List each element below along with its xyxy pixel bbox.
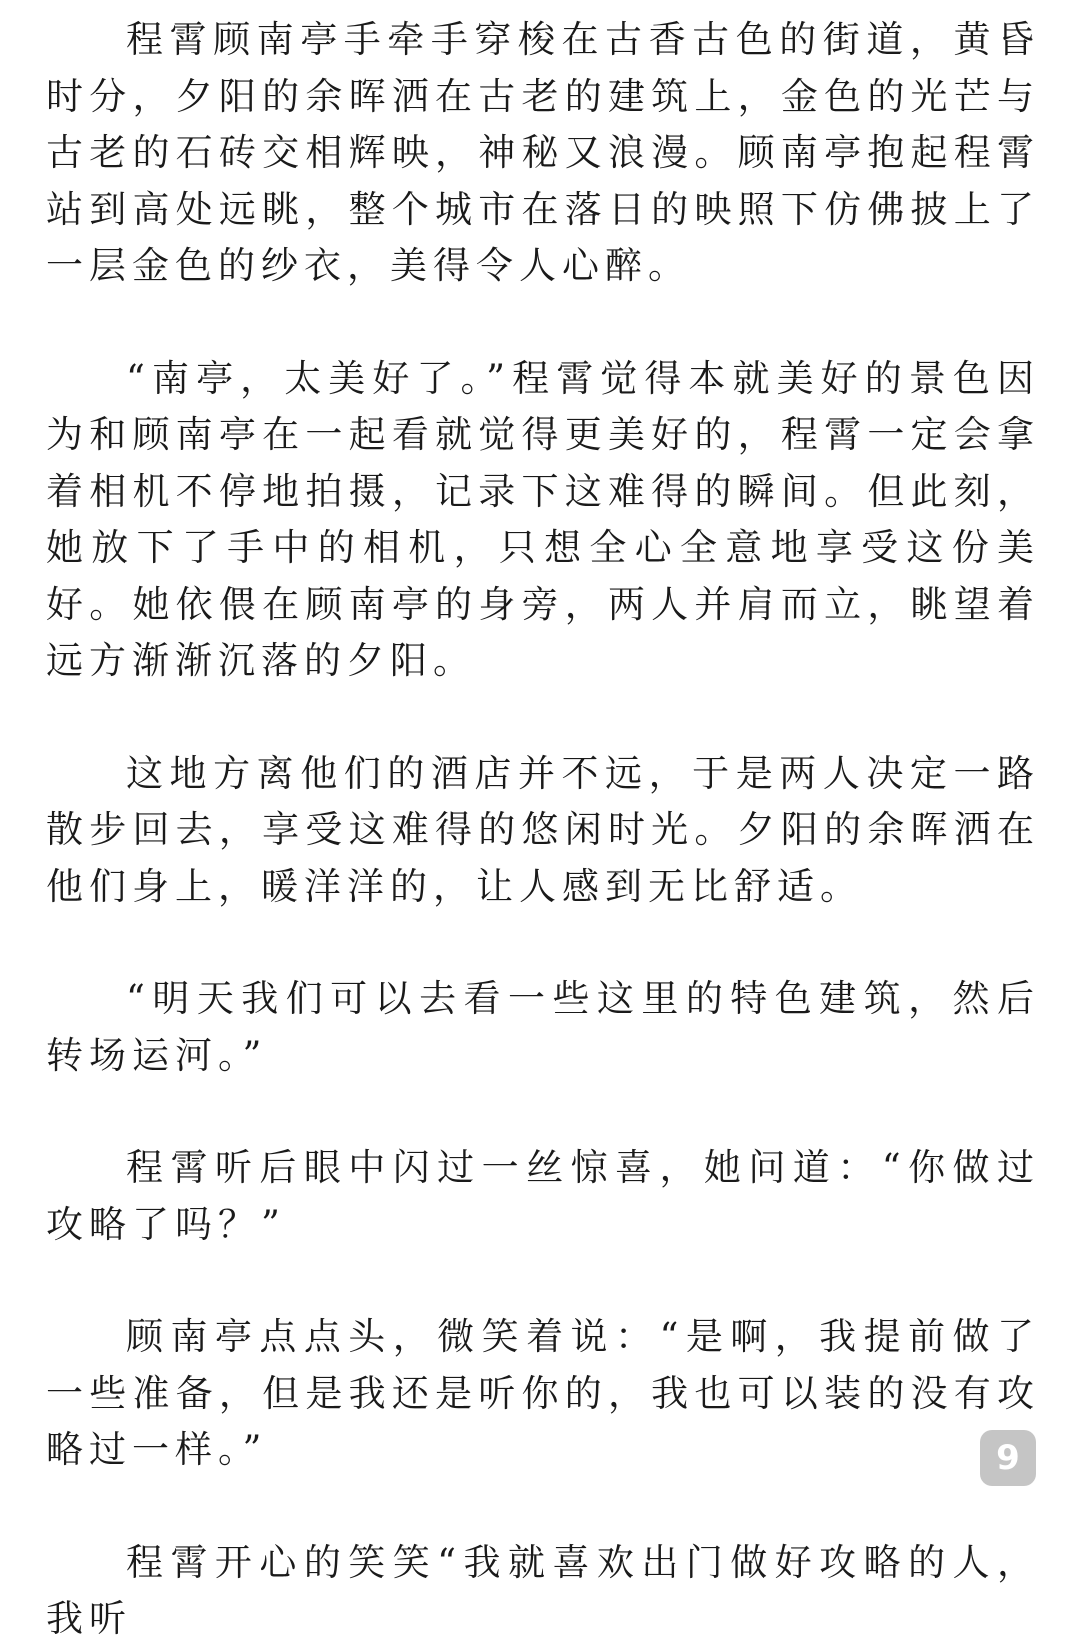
page-number-badge (980, 1430, 1036, 1486)
paragraph: 这地方离他们的酒店并不远，于是两人决定一路散步回去，享受这难得的悠闲时光。夕阳的余晖洒在他们身上，暖洋洋的，让人感到无比舒适。 (46, 751, 1040, 908)
paragraph: “南亭，太美好了。”程霄觉得本就美好的景色因为和顾南亭在一起看就觉得更美好的，程霄一定会拿着相机不停地拍摄，记录下这难得的瞬间。但此刻，她放下了手中的相机，只想全心全意地享受这份美好。她依偎在顾南亭的身旁，两人并肩而立，眺望着远方渐渐沉落的夕阳。 (46, 356, 1040, 682)
paragraph: 程霄听后眼中闪过一丝惊喜，她问道：“你做过攻略了吗？” (46, 1146, 1040, 1246)
paragraph: 顾南亭点点头，微笑着说：“是啊，我提前做了一些准备，但是我还是听你的，我也可以装的没有攻略过一样。” (46, 1315, 1040, 1471)
article-body (46, 12, 1040, 1648)
paragraph: 程霄顾南亭手牵手穿梭在古香古色的街道，黄昏时分，夕阳的余晖洒在古老的建筑上，金色的光芒与古老的石砖交相辉映，神秘又浪漫。顾南亭抱起程霄站到高处远眺，整个城市在落日的映照下仿佛披上了一层金色的纱衣，美得令人心醉。 (46, 18, 1040, 287)
page-number: 9 (996, 1438, 1020, 1478)
paragraph: 程霄开心的笑笑“我就喜欢出门做好攻略的人，我听 (46, 1540, 1040, 1640)
paragraph: “明天我们可以去看一些这里的特色建筑，然后转场运河。” (46, 977, 1040, 1077)
